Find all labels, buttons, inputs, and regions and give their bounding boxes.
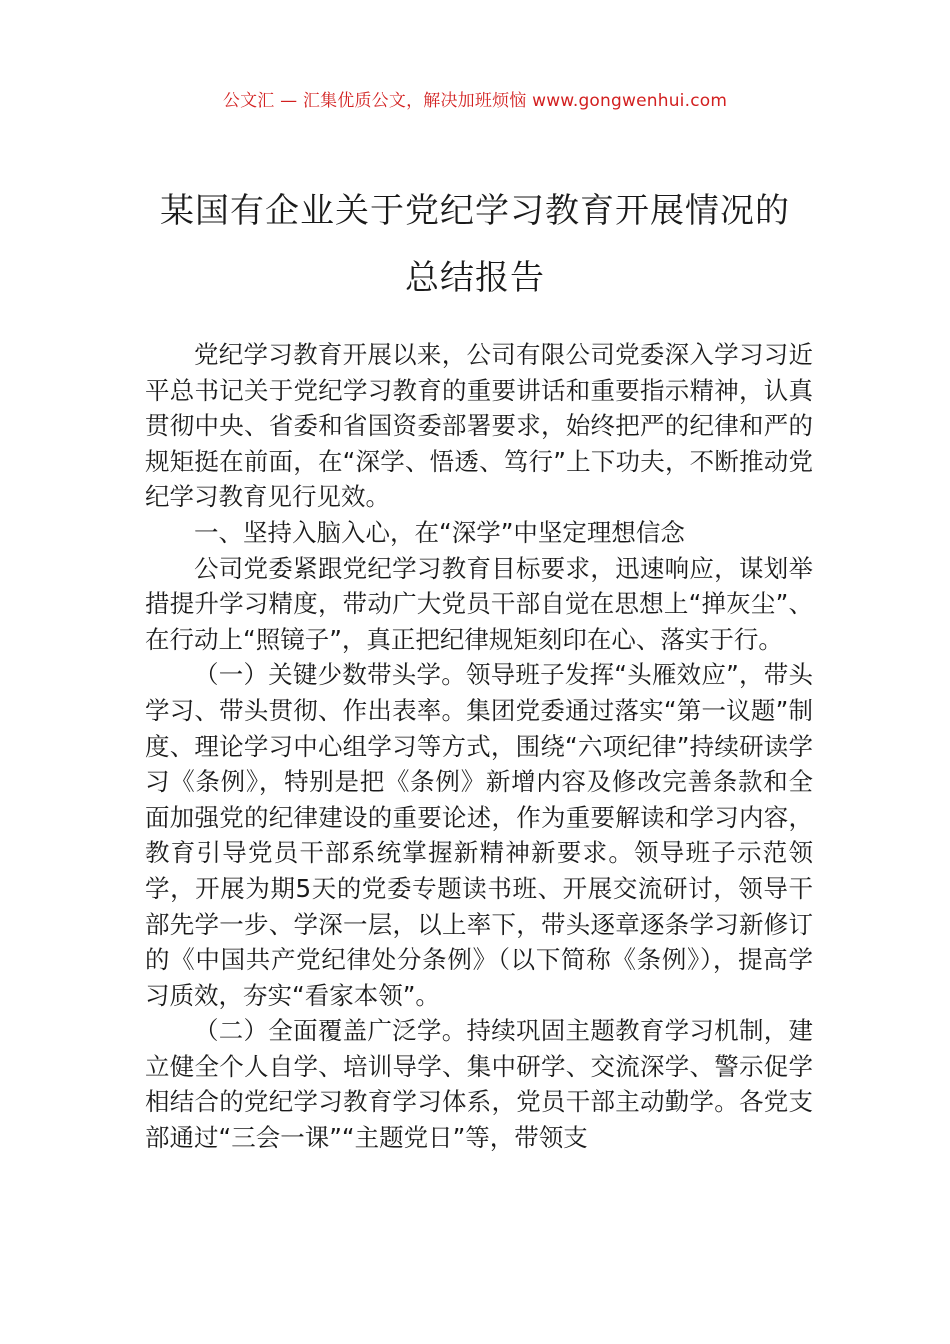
section-heading-1: 一、坚持入脑入心，在“深学”中坚定理想信念 — [194, 517, 685, 547]
document-title-line-1: 某国有企业关于党纪学习教育开展情况的 — [160, 191, 790, 231]
paragraph-intro: 党纪学习教育开展以来，公司有限公司党委深入学习习近平总书记关于党纪学习教育的重要讲话和重要指示精神，认真贯彻中央、省委和省国资委部署要求，始终把严的纪律和严的规矩挺在前面，在“深学、悟透、笃行”上下功夫，不断推动党纪学习教育见行见效。 — [145, 340, 813, 512]
paragraph-subsection-2: （二）全面覆盖广泛学。持续巩固主题教育学习机制，建立健全个人自学、培训导学、集中研学、交流深学、警示促学相结合的党纪学习教育学习体系，党员干部主动勤学。各党支部通过“三会一课”“主题党日”等，带领支 — [145, 1016, 813, 1153]
watermark-banner: 公文汇 — 汇集优质公文，解决加班烦恼 www.gongwenhui.com — [222, 91, 728, 111]
document-body — [145, 337, 813, 1156]
paragraph-section-1-intro: 公司党委紧跟党纪学习教育目标要求，迅速响应，谋划举措提升学习精度，带动广大党员干部自觉在思想上“掸灰尘”、在行动上“照镜子”，真正把纪律规矩刻印在心、落实于行。 — [145, 553, 813, 654]
document-title-line-2: 总结报告 — [405, 258, 545, 298]
paragraph-subsection-1: （一）关键少数带头学。领导班子发挥“头雁效应”，带头学习、带头贯彻、作出表率。集团党委通过落实“第一议题”制度、理论学习中心组学习等方式，围绕“六项纪律”持续研读学习《条例》，特别是把《条例》新增内容及修改完善条款和全面加强党的纪律建设的重要论述，作为重要解读和学习内容，教育引导党员干部系统掌握新精神新要求。领导班子示范领学，开展为期5天的党委专题读书班、开展交流研讨，领导干部先学一步、学深一层，以上率下，带头逐章逐条学习新修订的《中国共产党纪律处分条例》（以下简称《条例》），提高学习质效，夯实“看家本领”。 — [145, 660, 813, 1010]
